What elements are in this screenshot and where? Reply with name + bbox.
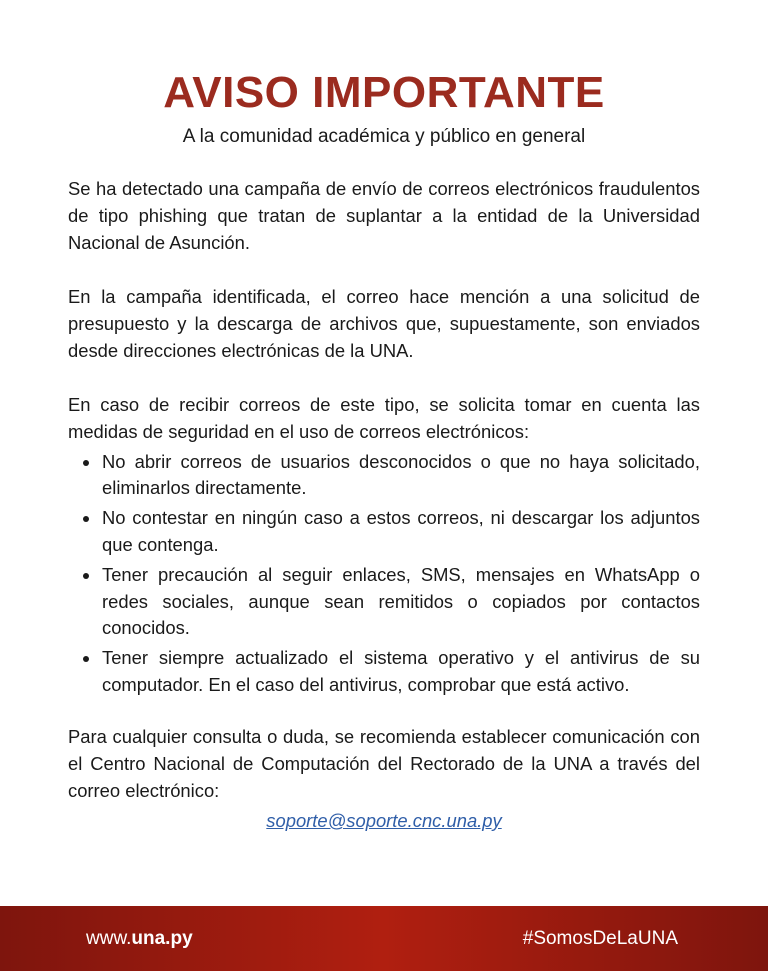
security-measures-section [68,392,700,699]
notice-title: AVISO IMPORTANTE [163,68,605,117]
list-item-text: Tener siempre actualizado el sistema operativo y el antivirus de su computador. En el caso del antivirus, comprobar que está activo. [102,647,700,695]
bullet-icon [83,460,89,466]
paragraph-contact: Para cualquier consulta o duda, se recomienda establecer comunicación con el Centro Nacional de Computación del Rectorado de la UNA a través del correo electrónico: [68,726,700,801]
list-item [68,645,700,699]
bullet-icon [83,516,89,522]
footer-hashtag: #SomosDeLaUNA [522,928,678,949]
footer-bar [0,906,768,971]
bullet-icon [83,656,89,662]
website-prefix: www. [86,928,132,949]
measures-list [68,449,700,699]
list-item [68,449,700,503]
notice-subtitle: A la comunidad académica y público en general [182,126,586,147]
paragraph-detection: Se ha detectado una campaña de envío de correos electrónicos fraudulentos de tipo phishing que tratan de suplantar a la entidad de la Universidad Nacional de Asunción. [68,178,700,253]
list-item [68,505,700,559]
bullet-icon [83,573,89,579]
list-item-text: No abrir correos de usuarios desconocidos o que no haya solicitado, eliminarlos directamente. [102,450,700,499]
support-email-link[interactable]: soporte@soporte.cnc.una.py [266,810,502,831]
list-item [68,562,700,642]
paragraph-measures-intro: En caso de recibir correos de este tipo, se solicita tomar en cuenta las medidas de seguridad en el uso de correos electrónicos: [68,394,700,442]
footer-website[interactable] [86,928,193,950]
website-domain: una.py [131,928,193,949]
list-item-text: No contestar en ningún caso a estos correos, ni descargar los adjuntos que contenga. [102,507,700,555]
list-item-text: Tener precaución al seguir enlaces, SMS, mensajes en WhatsApp o redes sociales, aunque sean remitidos o copiados por contactos conocidos. [102,563,700,639]
paragraph-campaign: En la campaña identificada, el correo hace mención a una solicitud de presupuesto y la descarga de archivos que, supuestamente, son enviados desde direcciones electrónicas de la UNA. [68,286,700,361]
